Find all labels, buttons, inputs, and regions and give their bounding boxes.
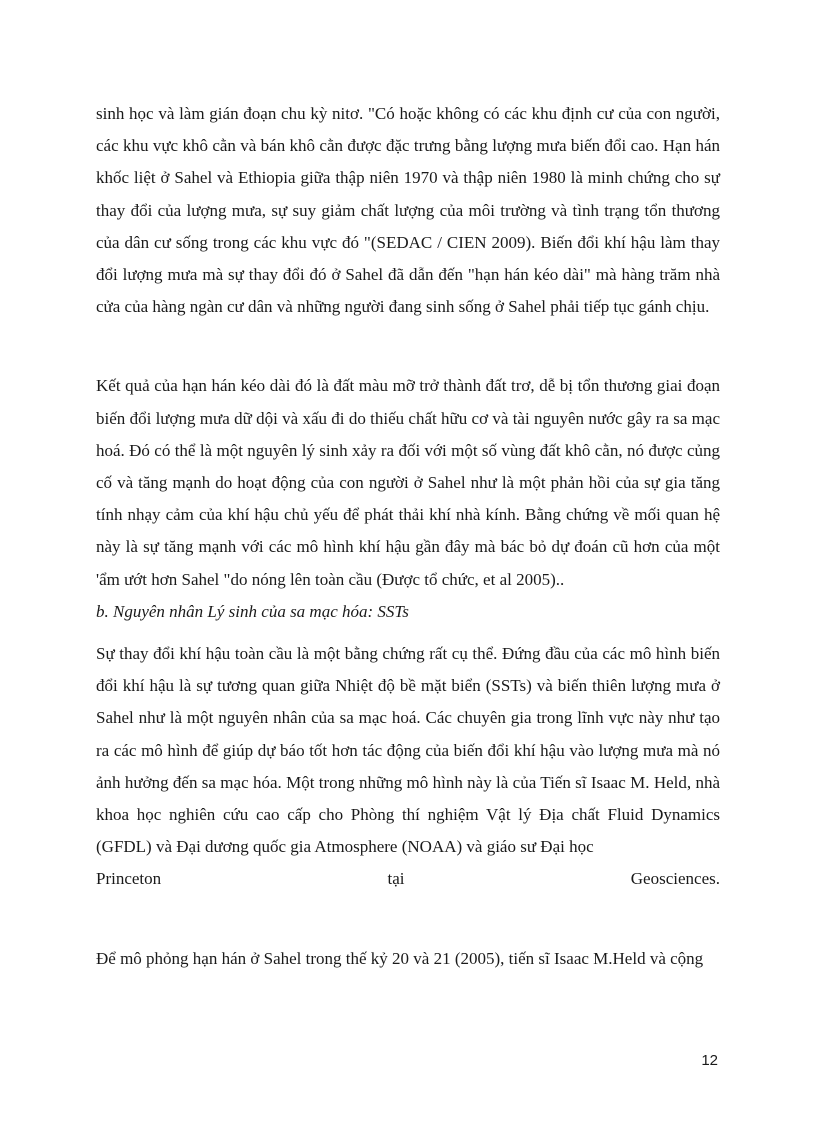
paragraph-4: Để mô phỏng hạn hán ở Sahel trong thế kỷ 20 và 21 (2005), tiến sĩ Isaac M.Held và cộng: [96, 948, 704, 968]
paragraph-1: sinh học và làm gián đoạn chu kỳ nitơ. "Có hoặc không có các khu định cư của con người, các khu vực khô cằn và bán khô cằn được đặc trưng bằng lượng mưa biến đổi cao. Hạn hán khốc liệt ở Sahel và Ethiopia giữa thập niên 1970 và thập niên 1980 là minh chứng cho sự thay đổi của lượng mưa, sự suy giảm chất lượng của môi trường và tình trạng tổn thương của dân cư sống trong các khu vực đó "(SEDAC / CIEN 2009). Biến đổi khí hậu làm thay đổi lượng mưa mà sự thay đổi đó ở Sahel đã dẫn đến "hạn hán kéo dài" mà hàng trăm nhà cửa của hàng ngàn cư dân và những người đang sinh sống ở Sahel phải tiếp tục gánh chịu.: [96, 104, 720, 317]
page-number: 12: [701, 1052, 718, 1069]
page-body: [96, 98, 720, 975]
spread-word-2: tại: [387, 869, 405, 889]
paragraph-2: Kết quả của hạn hán kéo dài đó là đất màu mỡ trở thành đất trơ, dễ bị tổn thương giai đoạn biến đổi lượng mưa dữ dội và xấu đi do thiếu chất hữu cơ và tài nguyên nước gây ra sa mạc hoá. Đó có thể là một nguyên lý sinh xảy ra đối với một số vùng đất khô cằn, nó được củng cố và tăng mạnh do hoạt động của con người ở Sahel như là một phản hồi của sự gia tăng tính nhạy cảm của khí hậu chủ yếu để phát thải khí nhà kính. Bằng chứng về mối quan hệ này là sự tăng mạnh với các mô hình khí hậu gần đây mà bác bỏ dự đoán cũ hơn của một 'ẩm ướt hơn Sahel "do nóng lên toàn cầu (Được tổ chức, et al 2005)..: [96, 376, 720, 589]
spread-word-1: Princeton: [96, 869, 162, 889]
paragraph-3: Sự thay đổi khí hậu toàn cầu là một bằng chứng rất cụ thể. Đứng đầu của các mô hình biến đổi khí hậu là sự tương quan giữa Nhiệt độ bề mặt biển (SSTs) và biến thiên lượng mưa ở Sahel như là một nguyên nhân của sa mạc hoá. Các chuyên gia trong lĩnh vực này như tạo ra các mô hình để giúp dự báo tốt hơn tác động của biến đổi khí hậu vào lượng mưa mà nó ảnh hưởng đến sa mạc hóa. Một trong những mô hình này là của Tiến sĩ Isaac M. Held, nhà khoa học nghiên cứu cao cấp cho Phòng thí nghiệm Vật lý Địa chất Fluid Dynamics (GFDL) và Đại dương quốc gia Atmosphere (NOAA) và giáo sư Đại học: [96, 644, 720, 857]
justified-last-line: [96, 863, 720, 895]
section-subheading: b. Nguyên nhân Lý sinh của sa mạc hóa: SSTs: [96, 601, 409, 621]
spread-word-3: Geosciences.: [630, 869, 720, 889]
